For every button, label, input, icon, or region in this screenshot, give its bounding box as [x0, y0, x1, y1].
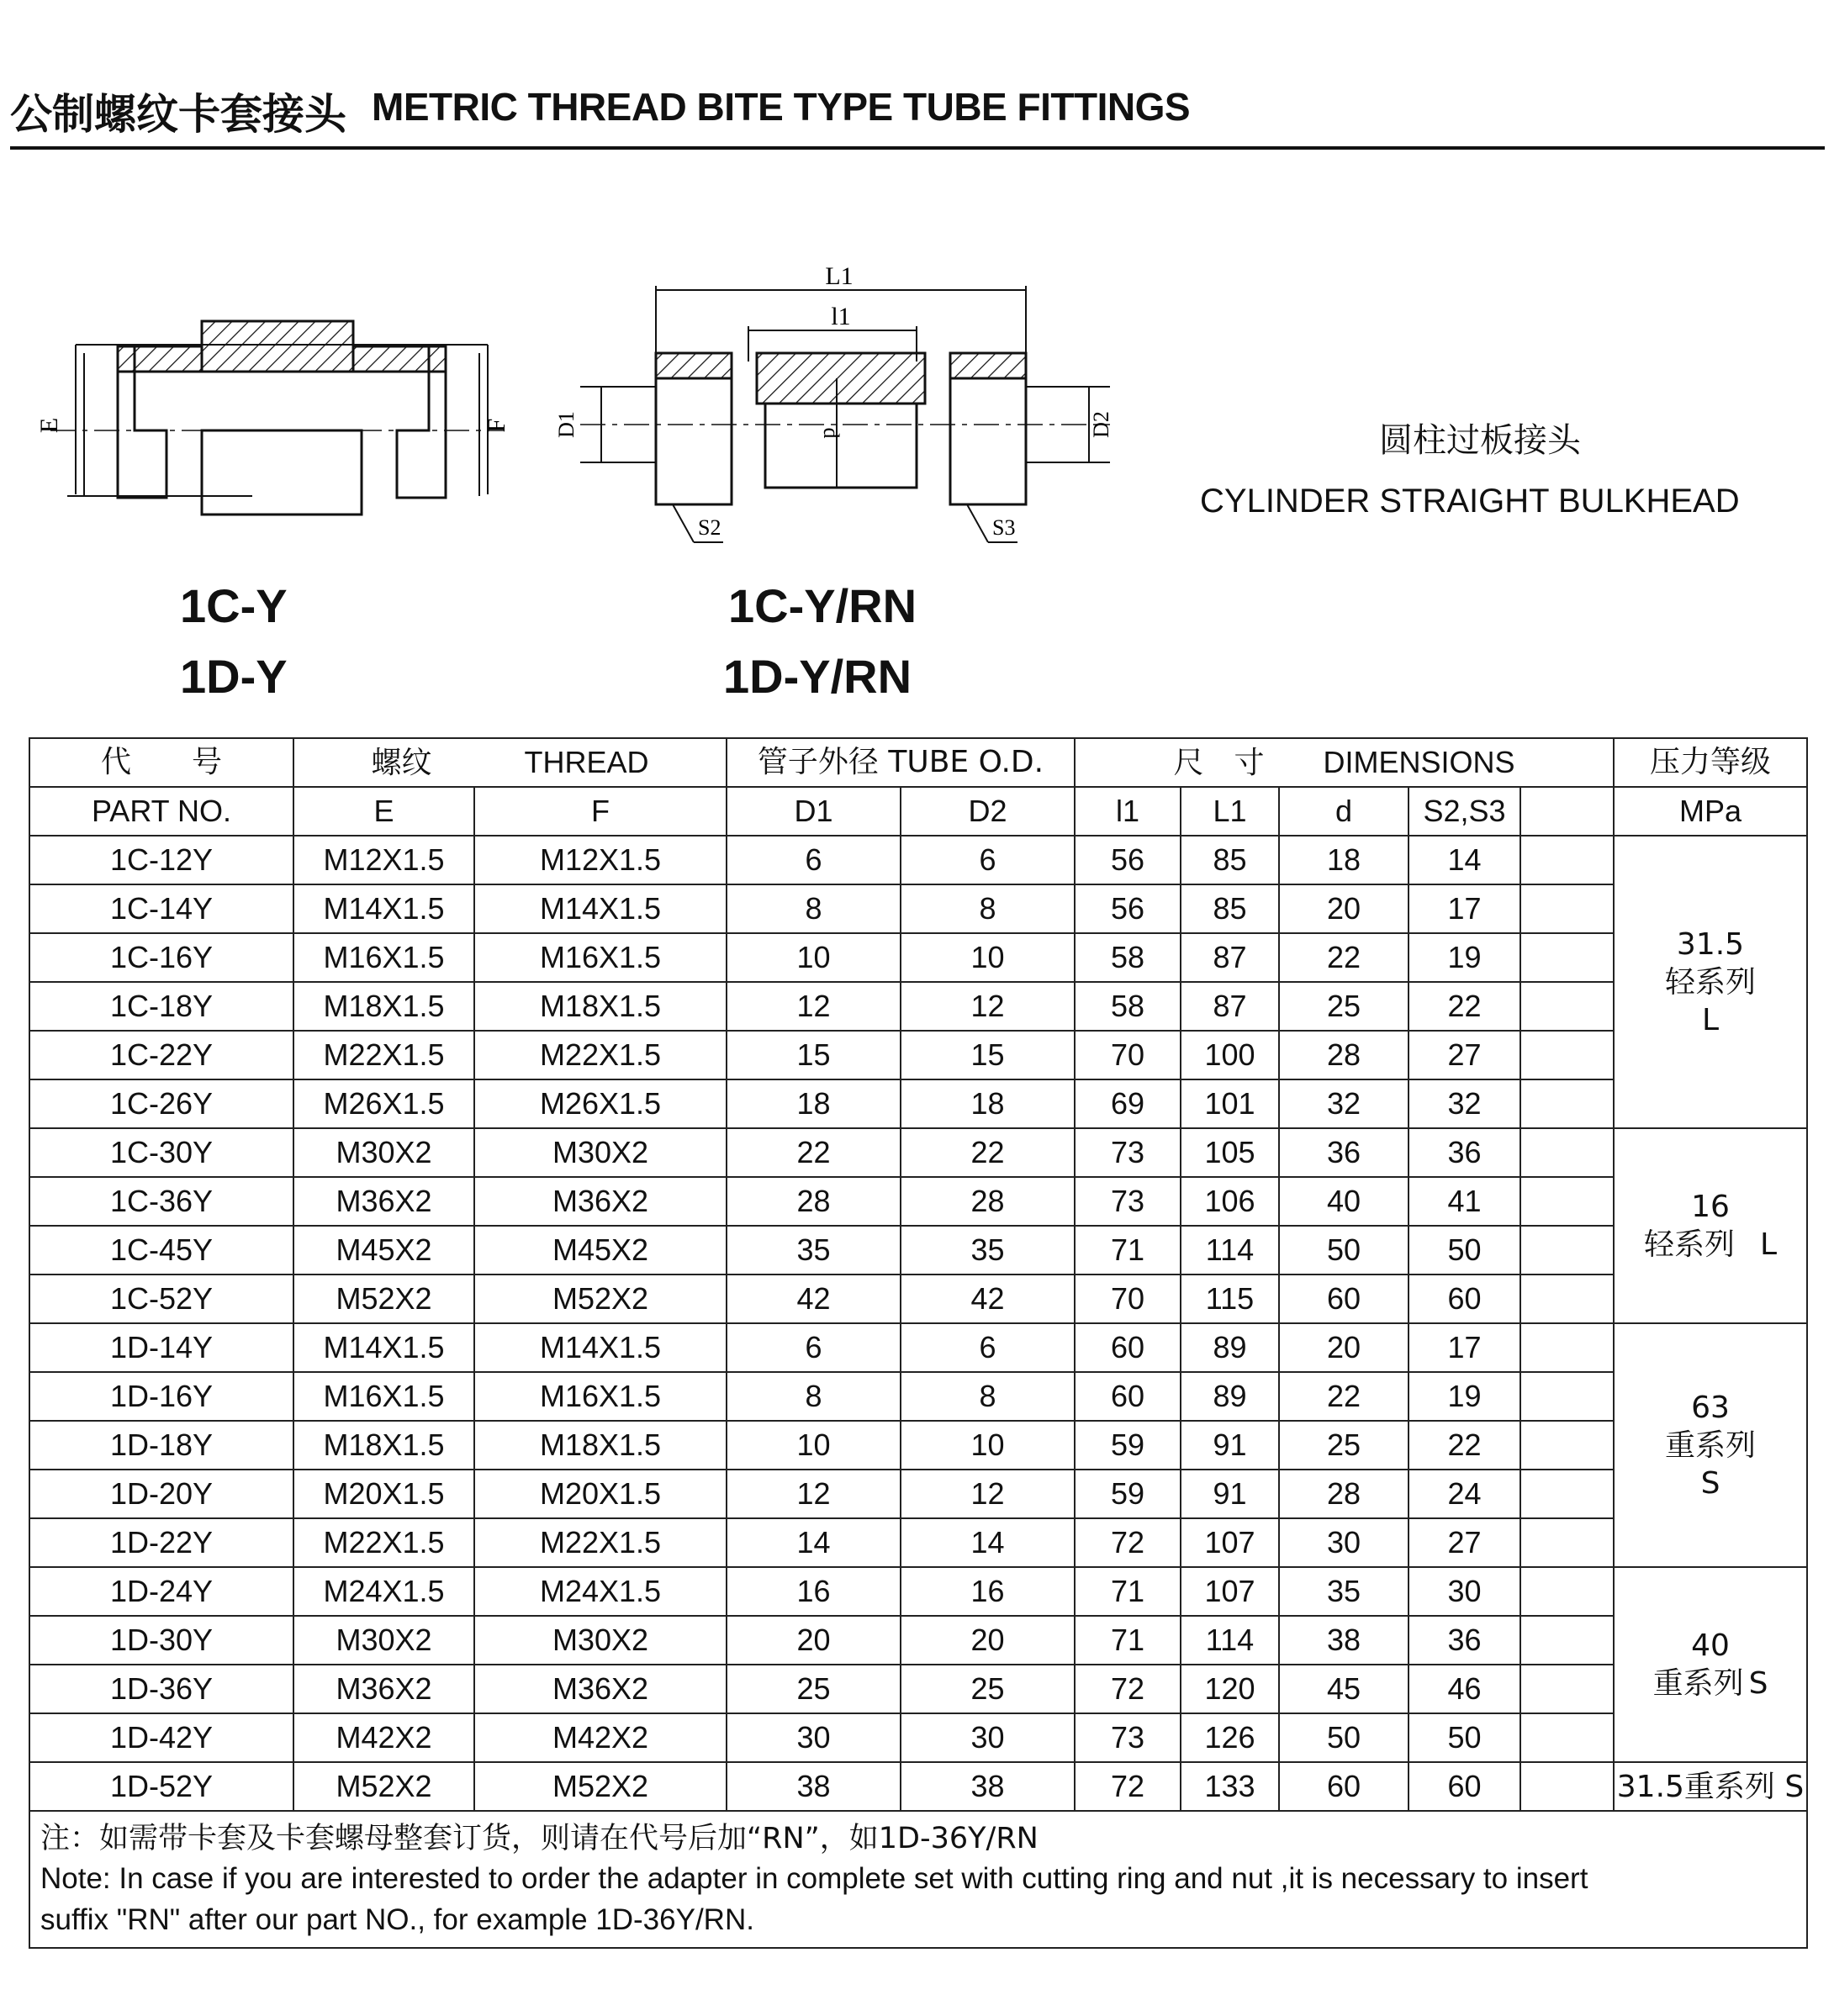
header-tube-od: 管子外径 TUBE O.D.	[727, 738, 1075, 787]
table-cell-blank	[1520, 1518, 1614, 1567]
table-row	[29, 1567, 1807, 1616]
table-cell: 114	[1181, 1226, 1279, 1275]
table-cell: M30X2	[293, 1128, 474, 1177]
table-cell: 15	[727, 1031, 901, 1079]
table-cell: 30	[727, 1713, 901, 1762]
table-cell: M52X2	[293, 1275, 474, 1323]
model-1c-y-rn: 1C-Y/RN	[728, 579, 917, 632]
table-cell: 17	[1409, 884, 1520, 933]
table-cell: M12X1.5	[293, 836, 474, 884]
table-cell: 1D-14Y	[29, 1323, 293, 1372]
title-cn: 公制螺纹卡套接头	[10, 90, 346, 139]
table-cell: 87	[1181, 933, 1279, 982]
model-1c-y: 1C-Y	[180, 579, 288, 632]
table-cell: M52X2	[474, 1762, 727, 1811]
table-cell: M42X2	[293, 1713, 474, 1762]
table-cell-blank	[1520, 1275, 1614, 1323]
table-cell: 60	[1409, 1275, 1520, 1323]
table-cell: M30X2	[293, 1616, 474, 1665]
note-row	[29, 1811, 1807, 1948]
header-dim-en: DIMENSIONS	[1323, 744, 1515, 779]
table-cell: 50	[1409, 1713, 1520, 1762]
table-cell: 28	[1279, 1470, 1409, 1518]
table-cell: 60	[1279, 1762, 1409, 1811]
table-cell: 36	[1409, 1616, 1520, 1665]
table-cell: 38	[1279, 1616, 1409, 1665]
table-cell: 1D-16Y	[29, 1372, 293, 1421]
table-cell: 107	[1181, 1567, 1279, 1616]
table-cell: M52X2	[293, 1762, 474, 1811]
table-cell: 106	[1181, 1177, 1279, 1226]
table-cell: 16	[901, 1567, 1075, 1616]
table-cell-blank	[1520, 1323, 1614, 1372]
table-cell: 35	[727, 1226, 901, 1275]
table-cell: 20	[727, 1616, 901, 1665]
table-cell: M18X1.5	[293, 982, 474, 1031]
table-cell-blank	[1520, 1616, 1614, 1665]
table-cell: 32	[1409, 1079, 1520, 1128]
pressure-series: 轻系列	[1643, 1227, 1735, 1262]
table-row	[29, 1470, 1807, 1518]
table-row	[29, 1275, 1807, 1323]
table-cell: 45	[1279, 1665, 1409, 1713]
table-row	[29, 1421, 1807, 1470]
table-row	[29, 1031, 1807, 1079]
table-cell: 16	[727, 1567, 901, 1616]
label-f: F	[483, 418, 510, 433]
table-cell: M22X1.5	[474, 1518, 727, 1567]
table-cell: M36X2	[474, 1177, 727, 1226]
pressure-suffix: S	[1700, 1465, 1720, 1501]
table-cell: M45X2	[293, 1226, 474, 1275]
table-cell: 8	[901, 1372, 1075, 1421]
table-cell: 59	[1075, 1421, 1181, 1470]
table-cell: 25	[1279, 1421, 1409, 1470]
table-cell: 72	[1075, 1665, 1181, 1713]
note-cell	[29, 1811, 1807, 1948]
note-cn: 注：如需带卡套及卡套螺母整套订货，则请在代号后加“RN”，如1D-36Y/RN	[40, 1822, 1039, 1855]
table-cell-blank	[1520, 1470, 1614, 1518]
pressure-suffix: L	[1701, 1002, 1720, 1037]
table-cell: 14	[901, 1518, 1075, 1567]
pressure-group-cell	[1614, 836, 1807, 1128]
table-cell: 114	[1181, 1616, 1279, 1665]
table-cell: 1C-30Y	[29, 1128, 293, 1177]
table-cell: M18X1.5	[474, 982, 727, 1031]
table-cell: 1C-22Y	[29, 1031, 293, 1079]
pressure-series: 轻系列	[1664, 964, 1756, 1000]
table-cell: M14X1.5	[293, 1323, 474, 1372]
header-thread-en: THREAD	[524, 744, 649, 779]
table-cell: 20	[1279, 1323, 1409, 1372]
table-cell-blank	[1520, 1713, 1614, 1762]
table-cell: 17	[1409, 1323, 1520, 1372]
table-cell: 120	[1181, 1665, 1279, 1713]
pressure-group-cell	[1614, 1128, 1807, 1323]
header-col-f: F	[474, 787, 727, 836]
table-cell: 101	[1181, 1079, 1279, 1128]
table-cell: 22	[1279, 933, 1409, 982]
table-cell: 107	[1181, 1518, 1279, 1567]
table-cell: 1C-36Y	[29, 1177, 293, 1226]
table-cell: M12X1.5	[474, 836, 727, 884]
table-header-row-1	[29, 738, 1807, 787]
pressure-series-line	[1615, 1665, 1806, 1702]
table-cell: M20X1.5	[293, 1470, 474, 1518]
table-row	[29, 1177, 1807, 1226]
table-cell: 70	[1075, 1031, 1181, 1079]
table-cell: 12	[727, 1470, 901, 1518]
table-cell: 25	[1279, 982, 1409, 1031]
label-l1-upper: L1	[825, 262, 854, 290]
table-cell: M16X1.5	[293, 1372, 474, 1421]
table-cell: 1D-24Y	[29, 1567, 293, 1616]
table-cell: 1D-52Y	[29, 1762, 293, 1811]
table-cell: 19	[1409, 933, 1520, 982]
table-cell: 22	[727, 1128, 901, 1177]
table-cell: M14X1.5	[474, 884, 727, 933]
table-cell: 18	[727, 1079, 901, 1128]
table-cell: 50	[1409, 1226, 1520, 1275]
table-cell: 60	[1409, 1762, 1520, 1811]
pressure-group-cell	[1614, 1762, 1807, 1811]
table-cell: 91	[1181, 1421, 1279, 1470]
table-cell-blank	[1520, 1762, 1614, 1811]
table-cell: 91	[1181, 1470, 1279, 1518]
table-cell-blank	[1520, 1372, 1614, 1421]
table-cell: 36	[1279, 1128, 1409, 1177]
table-cell: 58	[1075, 982, 1181, 1031]
table-cell: 100	[1181, 1031, 1279, 1079]
pressure-suffix: S	[1748, 1666, 1768, 1701]
header-col-l1: L1	[1181, 787, 1279, 836]
table-cell: 1C-14Y	[29, 884, 293, 933]
table-cell: 28	[727, 1177, 901, 1226]
table-cell: 126	[1181, 1713, 1279, 1762]
label-s3: S3	[992, 515, 1016, 540]
pressure-series: 重系列	[1664, 1428, 1756, 1463]
page-header	[10, 74, 1825, 150]
fitting-drawing-right	[547, 252, 1135, 555]
table-cell: 30	[1409, 1567, 1520, 1616]
table-cell: 8	[727, 884, 901, 933]
table-cell: 10	[901, 933, 1075, 982]
table-cell: M18X1.5	[474, 1421, 727, 1470]
header-dim-cn: 尺 寸	[1173, 745, 1265, 780]
table-cell: 1C-52Y	[29, 1275, 293, 1323]
table-cell: 22	[1409, 982, 1520, 1031]
table-cell: 8	[901, 884, 1075, 933]
table-cell: M16X1.5	[293, 933, 474, 982]
table-cell: 15	[901, 1031, 1075, 1079]
table-row	[29, 884, 1807, 933]
table-cell-blank	[1520, 1567, 1614, 1616]
note-en-line2: suffix "RN" after our part NO., for example 1D-36Y/RN.	[40, 1903, 754, 1936]
table-cell: 1D-30Y	[29, 1616, 293, 1665]
table-cell-blank	[1520, 884, 1614, 933]
header-col-d2: D2	[901, 787, 1075, 836]
header-col-l1-small: l1	[1075, 787, 1181, 836]
table-cell: 71	[1075, 1226, 1181, 1275]
header-part-no: PART NO.	[29, 787, 293, 836]
table-cell: 18	[901, 1079, 1075, 1128]
header-pressure-cn: 压力等级	[1614, 738, 1807, 787]
table-cell: 1D-18Y	[29, 1421, 293, 1470]
table-row	[29, 1713, 1807, 1762]
header-pressure-unit: MPa	[1614, 787, 1807, 836]
table-cell: 22	[901, 1128, 1075, 1177]
table-cell: 1C-18Y	[29, 982, 293, 1031]
table-cell: 22	[1409, 1421, 1520, 1470]
table-cell: 30	[901, 1713, 1075, 1762]
table-cell: 70	[1075, 1275, 1181, 1323]
table-cell: 72	[1075, 1518, 1181, 1567]
table-cell: 42	[901, 1275, 1075, 1323]
table-cell: 85	[1181, 836, 1279, 884]
table-cell: 24	[1409, 1470, 1520, 1518]
header-thread-cn: 螺纹	[371, 745, 432, 780]
table-cell: 89	[1181, 1323, 1279, 1372]
spec-table	[29, 737, 1808, 1949]
table-cell-blank	[1520, 1128, 1614, 1177]
table-cell: 38	[901, 1762, 1075, 1811]
pressure-series-line	[1615, 1226, 1806, 1264]
table-row	[29, 1518, 1807, 1567]
table-cell: M36X2	[474, 1665, 727, 1713]
table-cell: 27	[1409, 1518, 1520, 1567]
table-cell: 60	[1075, 1372, 1181, 1421]
model-1d-y: 1D-Y	[180, 650, 288, 703]
table-cell: 105	[1181, 1128, 1279, 1177]
table-cell: M22X1.5	[474, 1031, 727, 1079]
table-cell: M42X2	[474, 1713, 727, 1762]
table-cell: M26X1.5	[293, 1079, 474, 1128]
table-cell: 40	[1279, 1177, 1409, 1226]
table-cell: M20X1.5	[474, 1470, 727, 1518]
header-col-e: E	[293, 787, 474, 836]
table-cell: 10	[727, 1421, 901, 1470]
table-cell-blank	[1520, 982, 1614, 1031]
label-d: d	[819, 427, 843, 439]
table-cell-blank	[1520, 1226, 1614, 1275]
table-row	[29, 1128, 1807, 1177]
table-cell: 6	[727, 836, 901, 884]
table-cell: M45X2	[474, 1226, 727, 1275]
pressure-series: 重系列	[1652, 1666, 1744, 1701]
pressure-value: 16	[1691, 1190, 1730, 1224]
table-row	[29, 1079, 1807, 1128]
label-s2: S2	[698, 515, 721, 540]
pressure-value: 31.5	[1676, 926, 1745, 962]
table-cell: 14	[727, 1518, 901, 1567]
table-cell: 87	[1181, 982, 1279, 1031]
table-cell: 14	[1409, 836, 1520, 884]
table-cell: 58	[1075, 933, 1181, 982]
table-cell: M36X2	[293, 1177, 474, 1226]
table-cell: 12	[727, 982, 901, 1031]
header-col-s: S2,S3	[1409, 787, 1520, 836]
header-thread	[293, 738, 727, 787]
table-cell: 1C-12Y	[29, 836, 293, 884]
label-d2: D2	[1089, 411, 1113, 438]
table-cell: 10	[727, 933, 901, 982]
table-cell: M14X1.5	[474, 1323, 727, 1372]
table-cell-blank	[1520, 836, 1614, 884]
table-cell: M24X1.5	[293, 1567, 474, 1616]
table-cell: 50	[1279, 1713, 1409, 1762]
label-l1-lower: l1	[831, 303, 851, 330]
table-cell: 38	[727, 1762, 901, 1811]
table-row	[29, 1372, 1807, 1421]
table-cell: 56	[1075, 836, 1181, 884]
model-1d-y-rn: 1D-Y/RN	[723, 650, 912, 703]
table-cell: 12	[901, 1470, 1075, 1518]
table-cell: M18X1.5	[293, 1421, 474, 1470]
table-cell-blank	[1520, 933, 1614, 982]
table-cell-blank	[1520, 1177, 1614, 1226]
table-cell-blank	[1520, 1079, 1614, 1128]
table-row	[29, 982, 1807, 1031]
header-dimensions	[1075, 738, 1614, 787]
table-cell: 10	[901, 1421, 1075, 1470]
table-cell: M30X2	[474, 1128, 727, 1177]
table-header-row-2	[29, 787, 1807, 836]
table-cell: 89	[1181, 1372, 1279, 1421]
table-cell: 46	[1409, 1665, 1520, 1713]
header-col-d: d	[1279, 787, 1409, 836]
table-cell: 115	[1181, 1275, 1279, 1323]
table-cell: 35	[1279, 1567, 1409, 1616]
table-cell: 19	[1409, 1372, 1520, 1421]
table-cell-blank	[1520, 1031, 1614, 1079]
table-cell: M16X1.5	[474, 933, 727, 982]
fitting-drawing-left	[34, 303, 521, 521]
table-row	[29, 1226, 1807, 1275]
table-cell: 50	[1279, 1226, 1409, 1275]
table-cell: 22	[1279, 1372, 1409, 1421]
table-cell: M30X2	[474, 1616, 727, 1665]
pressure-value: 63	[1691, 1390, 1730, 1425]
table-cell: 60	[1075, 1323, 1181, 1372]
table-cell: 25	[727, 1665, 901, 1713]
label-d1: D1	[554, 411, 579, 438]
table-cell: 6	[901, 836, 1075, 884]
table-cell: 20	[1279, 884, 1409, 933]
table-cell: 1D-36Y	[29, 1665, 293, 1713]
pressure-value: 40	[1691, 1628, 1730, 1663]
note-en-line1: Note: In case if you are interested to order the adapter in complete set with cutting ring and nut ,it is necessary to insert	[40, 1862, 1588, 1896]
title-en: METRIC THREAD BITE TYPE TUBE FITTINGS	[372, 85, 1191, 129]
table-cell: 36	[1409, 1128, 1520, 1177]
table-cell: 71	[1075, 1616, 1181, 1665]
table-cell: 1D-20Y	[29, 1470, 293, 1518]
table-row	[29, 836, 1807, 884]
table-cell: 56	[1075, 884, 1181, 933]
table-cell: 41	[1409, 1177, 1520, 1226]
table-cell: M52X2	[474, 1275, 727, 1323]
table-cell: 30	[1279, 1518, 1409, 1567]
table-cell: 59	[1075, 1470, 1181, 1518]
pressure-group-cell	[1614, 1567, 1807, 1762]
table-cell: 25	[901, 1665, 1075, 1713]
table-cell: M14X1.5	[293, 884, 474, 933]
table-cell: 28	[901, 1177, 1075, 1226]
description-en: CYLINDER STRAIGHT BULKHEAD	[1200, 483, 1740, 520]
table-cell: M22X1.5	[293, 1518, 474, 1567]
table-cell: M26X1.5	[474, 1079, 727, 1128]
table-cell: M22X1.5	[293, 1031, 474, 1079]
pressure-suffix: L	[1759, 1227, 1778, 1262]
header-col-blank	[1520, 787, 1614, 836]
table-cell: 133	[1181, 1762, 1279, 1811]
table-cell: 27	[1409, 1031, 1520, 1079]
table-cell: 1D-22Y	[29, 1518, 293, 1567]
table-cell: 71	[1075, 1567, 1181, 1616]
table-cell: 73	[1075, 1177, 1181, 1226]
table-cell: 1D-42Y	[29, 1713, 293, 1762]
label-e: E	[35, 417, 63, 434]
table-cell: M36X2	[293, 1665, 474, 1713]
table-row	[29, 933, 1807, 982]
table-cell: 28	[1279, 1031, 1409, 1079]
table-cell: 73	[1075, 1128, 1181, 1177]
pressure-group-cell	[1614, 1323, 1807, 1567]
table-cell: 12	[901, 982, 1075, 1031]
table-cell: 1C-16Y	[29, 933, 293, 982]
table-cell: 35	[901, 1226, 1075, 1275]
table-row	[29, 1762, 1807, 1811]
spec-table-body	[29, 836, 1807, 1811]
table-cell: 32	[1279, 1079, 1409, 1128]
table-row	[29, 1323, 1807, 1372]
table-cell: 8	[727, 1372, 901, 1421]
table-cell: 85	[1181, 884, 1279, 933]
table-row	[29, 1616, 1807, 1665]
table-cell: 42	[727, 1275, 901, 1323]
table-cell: 6	[727, 1323, 901, 1372]
table-cell: 60	[1279, 1275, 1409, 1323]
header-col-d1: D1	[727, 787, 901, 836]
table-row	[29, 1665, 1807, 1713]
table-cell: 20	[901, 1616, 1075, 1665]
pressure-value: 31.5重系列 S	[1616, 1769, 1805, 1804]
table-cell: 72	[1075, 1762, 1181, 1811]
table-cell: M16X1.5	[474, 1372, 727, 1421]
table-cell: 1C-45Y	[29, 1226, 293, 1275]
table-cell: 69	[1075, 1079, 1181, 1128]
table-cell: 1C-26Y	[29, 1079, 293, 1128]
header-code-cn: 代 号	[29, 738, 293, 787]
table-cell: 73	[1075, 1713, 1181, 1762]
table-cell: 6	[901, 1323, 1075, 1372]
table-cell-blank	[1520, 1421, 1614, 1470]
table-cell-blank	[1520, 1665, 1614, 1713]
table-cell: 18	[1279, 836, 1409, 884]
description-cn: 圆柱过板接头	[1379, 421, 1581, 460]
table-cell: M24X1.5	[474, 1567, 727, 1616]
